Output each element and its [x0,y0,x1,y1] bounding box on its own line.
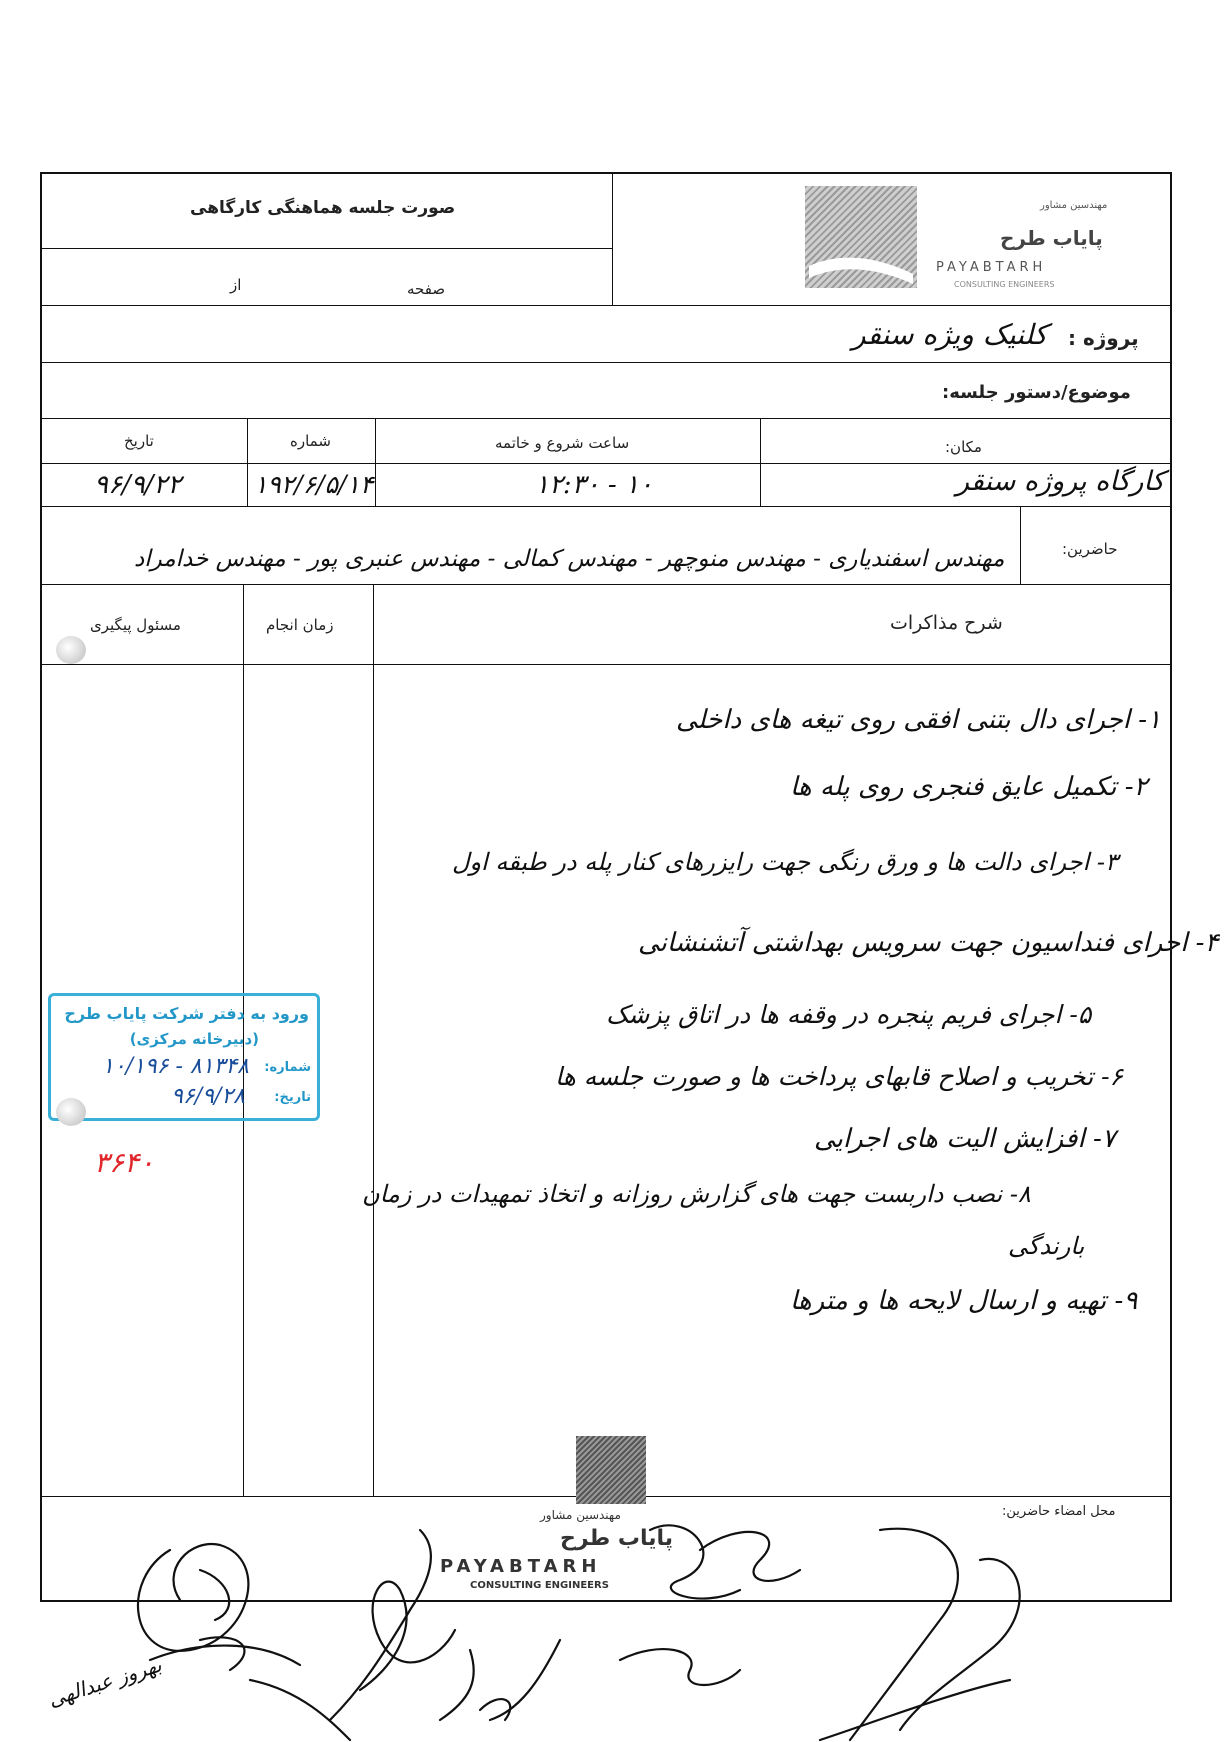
logo-small-text: مهندسین مشاور [1040,200,1108,211]
rule-attendees-bottom [40,584,1172,585]
project-label: پروژه : [1068,326,1139,350]
rule-columns-bottom [40,664,1172,665]
rule-project-bottom [40,362,1172,363]
item-7: ۷- افزایش الیت های اجرایی [814,1124,1116,1154]
date-label: تاریخ [124,432,154,450]
attendees-label: حاضرین: [1062,540,1118,558]
item-2: ۲- تکمیل عایق فنجری روی پله ها [790,772,1148,802]
rule-meta-values [40,506,1172,507]
rule-meta-labels [40,463,1172,464]
number-value: ۱۹۲/۶/۵/۱۴ [254,470,374,499]
rule-meta-1 [760,418,761,506]
date-value: ۹۶/۹/۲۲ [94,470,182,500]
rule-attendees-split [1020,506,1021,584]
signature-scribbles [0,1490,1228,1742]
seal-en-text: PAYABTARH [440,1556,602,1577]
seal-fa-text: پایاب طرح [560,1526,674,1551]
item-3: ۳- اجرای دالت ها و ورق رنگی جهت رایزرهای کنار پله در طبقه اول [452,848,1118,876]
stamp-date-label: تاریخ: [274,1090,311,1105]
logo-fa-text: پایاب طرح [1000,226,1103,250]
rule-header-split [612,172,613,305]
item-6: ۶- تخریب و اصلاح قابهای پرداخت ها و صورت جلسه ها [555,1062,1123,1091]
red-note: ۳۶۴۰ [94,1146,155,1179]
rule-meta-2 [375,418,376,506]
stamp-date-value: ۹۶/۹/۲۸ [171,1084,245,1109]
place-value: کارگاه پروژه سنقر [956,466,1165,497]
time-value: ۱۰ - ۱۲:۳۰ [535,470,653,500]
col-discussion: شرح مذاکرات [890,612,1003,634]
corner-note: بهروز عبدالهی [45,1652,165,1712]
signatures-label: محل امضاء حاضرین: [1002,1504,1116,1519]
logo-en-text: PAYABTARH [936,260,1047,275]
seal-small-text: مهندسین مشاور [540,1508,621,1522]
rule-meta-3 [247,418,248,506]
stamp-number-label: شماره: [264,1060,311,1075]
form-title: صورت جلسه هماهنگی کارگاهی [190,198,456,218]
item-8: ۸- نصب داربست جهت های گزارش روزانه و اتخاذ تمهیدات در زمان [362,1180,1031,1208]
rule-col-1 [373,584,374,1496]
of-label: از [230,276,242,294]
stamp-line1: ورود به دفتر شرکت پایاب طرح [64,1004,309,1023]
entry-stamp [48,993,320,1121]
seal-sub-text: CONSULTING ENGINEERS [470,1580,609,1591]
time-label: ساعت شروع و خاتمه [495,434,630,452]
rule-title-bottom [40,248,612,249]
place-label: مکان: [945,438,982,456]
stamp-line2: (دبیرخانه مرکزی) [129,1030,259,1048]
item-4: ۴- اجرای فنداسیون جهت سرویس بهداشتی آتشنشانی [638,928,1219,958]
item-1: ۱- اجرای دال بتنی افقی روی تیغه های داخلی [676,705,1162,735]
attendees-value: مهندس اسفندیاری - مهندس منوچهر - مهندس کمالی - مهندس عنبری پور - مهندس خدامراد [134,546,1005,572]
page-label: صفحه [407,280,446,298]
punch-hole [56,636,86,664]
item-9: ۹- تهیه و ارسال لایحه ها و مترها [790,1286,1138,1316]
number-label: شماره [290,432,331,450]
logo-swoosh-icon [805,186,917,288]
logo-sub-text: CONSULTING ENGINEERS [954,280,1055,289]
item-8-cont: بارندگی [1008,1232,1085,1260]
stamp-number-value: ۸۱۳۴۸ - ۱۰/۱۹۶ [101,1054,249,1079]
col-responsible: مسئول پیگیری [90,616,181,634]
subject-label: موضوع/دستور جلسه: [942,382,1131,403]
rule-subject-bottom [40,418,1172,419]
punch-hole-2 [56,1098,86,1126]
rule-header-bottom [40,305,1172,306]
project-value: کلنیک ویژه سنقر [852,318,1048,351]
item-5: ۵- اجرای فریم پنجره در وقفه ها در اتاق پزشک [606,1000,1092,1029]
col-deadline: زمان انجام [266,616,334,634]
